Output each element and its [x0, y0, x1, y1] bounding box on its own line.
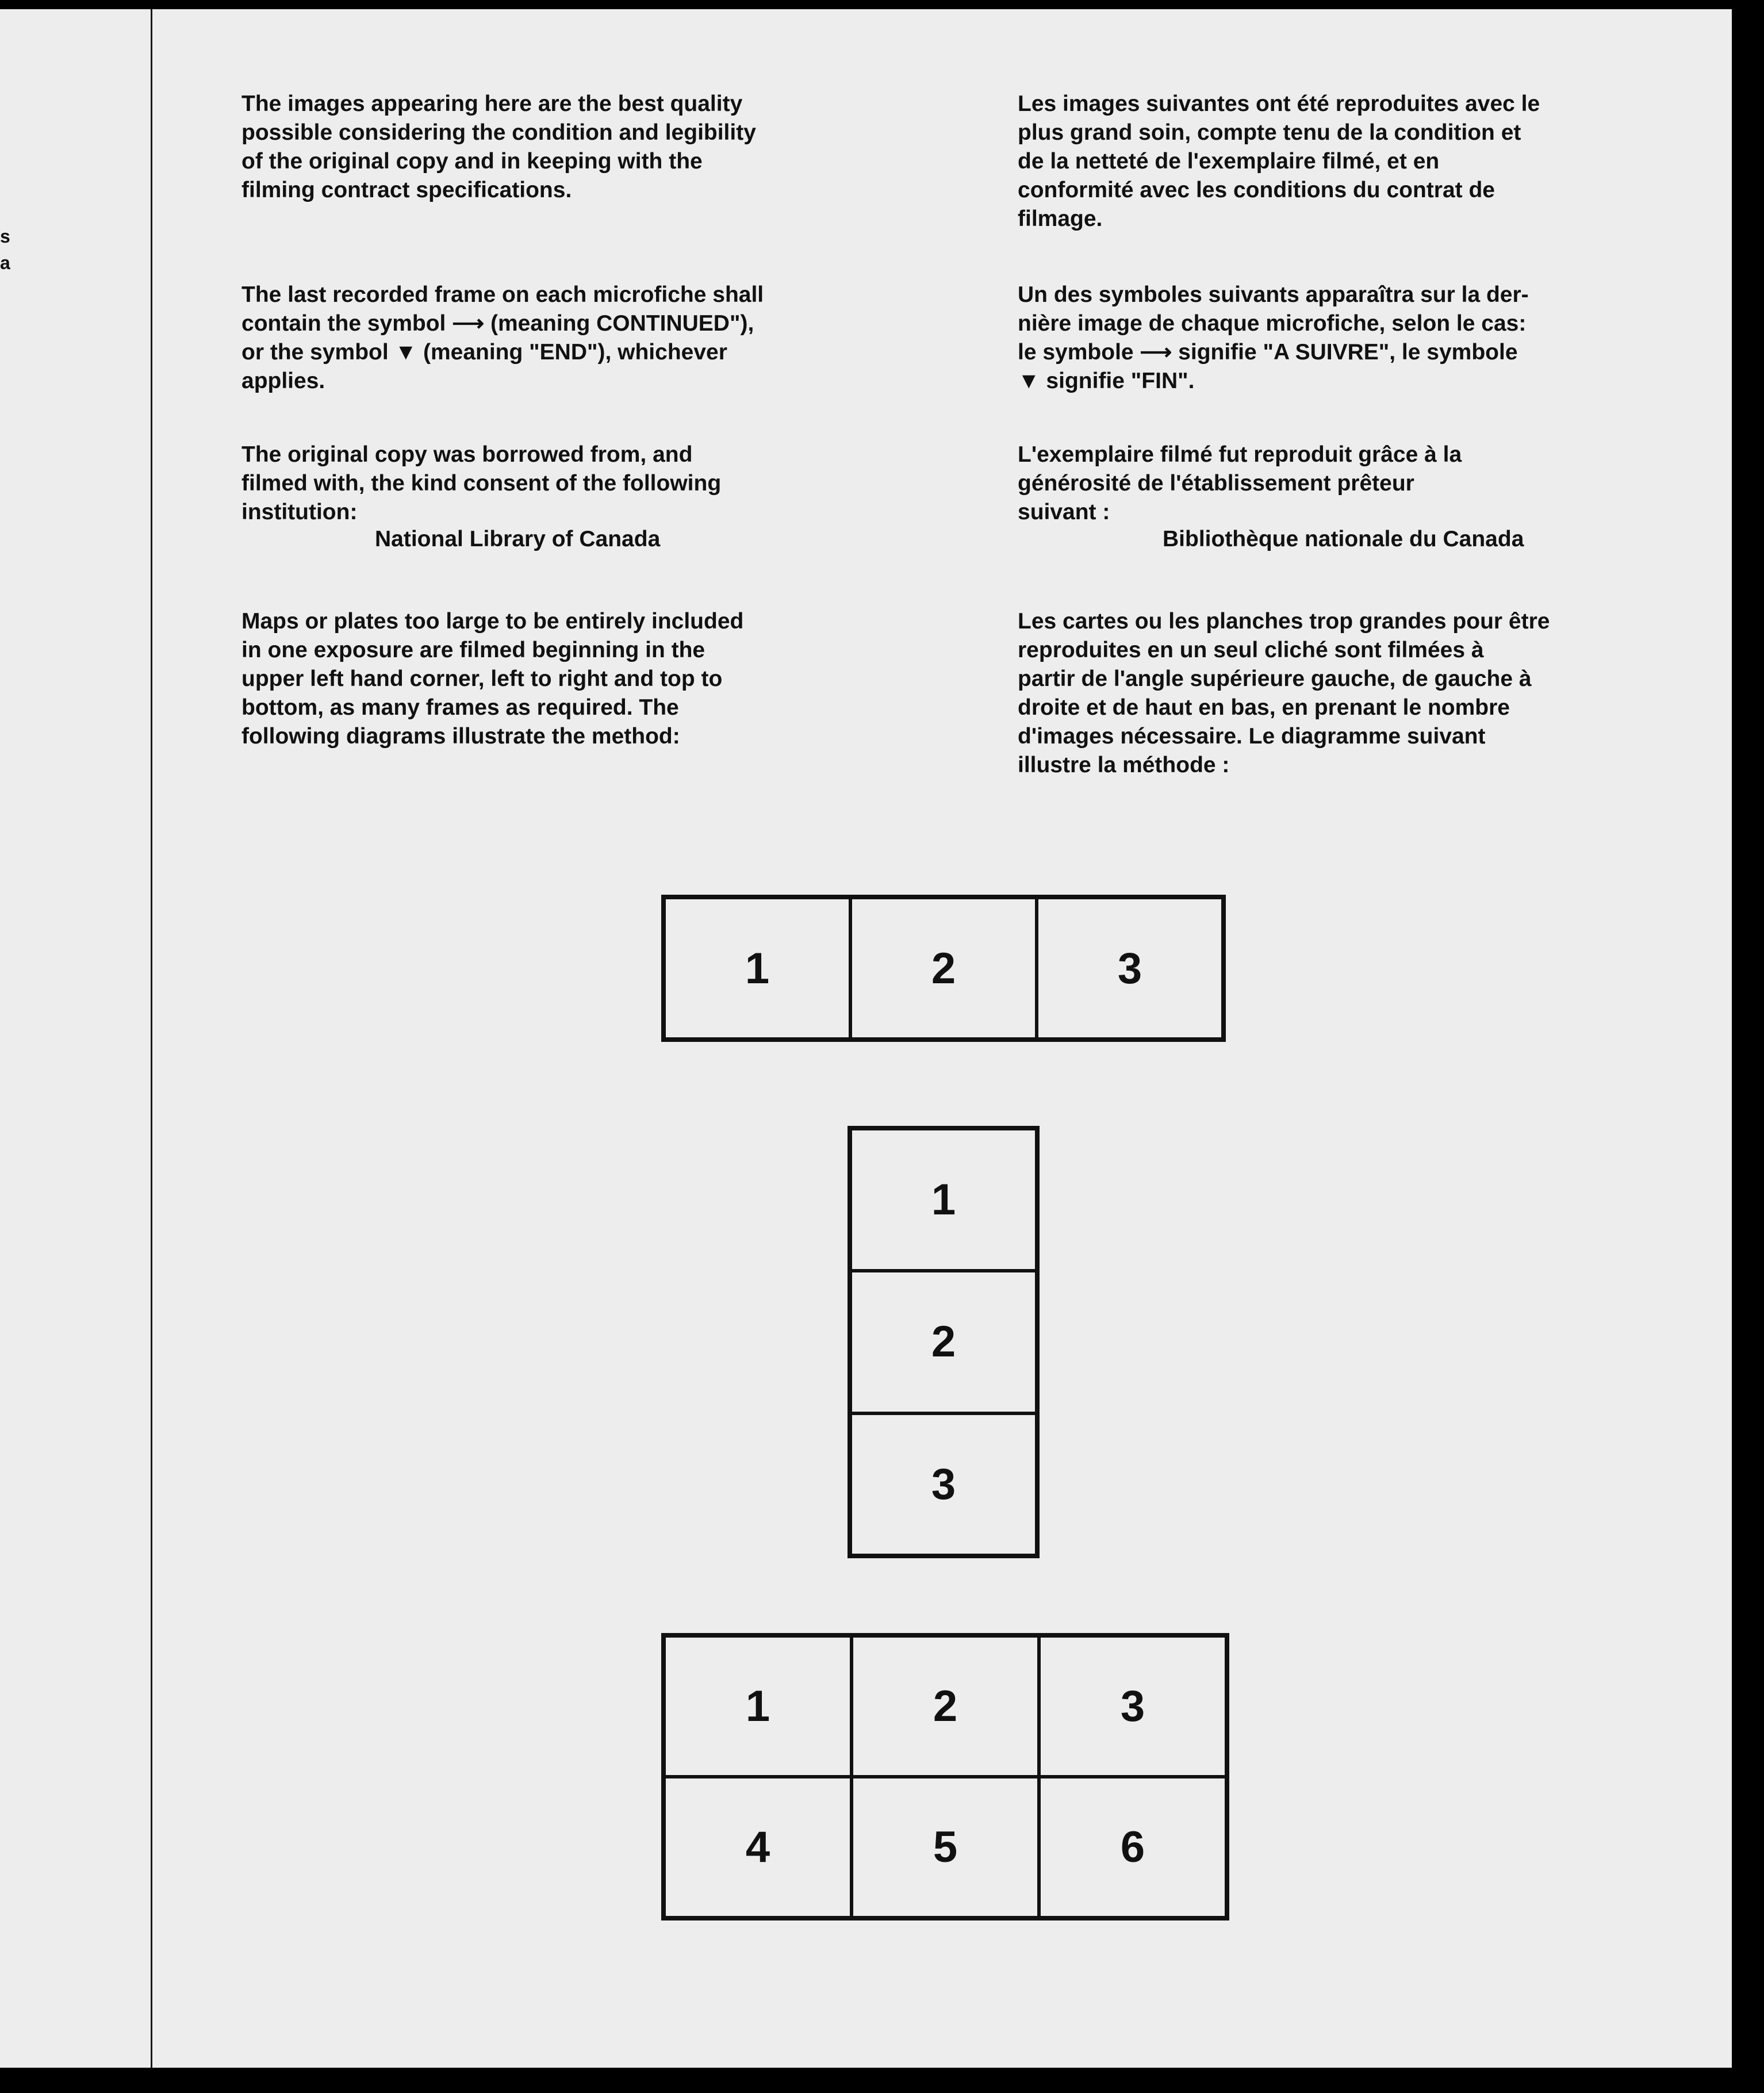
diagram-cell: 3	[850, 1413, 1037, 1555]
diagram-cell: 1	[850, 1129, 1037, 1271]
diagram-cell: 4	[664, 1777, 852, 1918]
diagram-cell: 2	[850, 898, 1037, 1039]
diagram-cell: 5	[852, 1777, 1039, 1918]
english-institution-name: National Library of Canada	[375, 527, 661, 551]
diagram-vertical-column	[848, 1126, 1040, 1558]
french-institution-name: Bibliothèque nationale du Canada	[1163, 527, 1524, 551]
diagram-horizontal-row	[661, 895, 1226, 1042]
document-page	[0, 9, 1732, 2068]
french-paragraph-institution: L'exemplaire filmé fut reproduit grâce à la générosité de l'établissement prêteur suivant :	[1018, 442, 1462, 524]
diagram-cell: 2	[852, 1636, 1039, 1777]
french-paragraph-symbols: Un des symboles suivants apparaîtra sur la der- nière image de chaque microfiche, selon le cas: le symbole ⟶ signifie "A SUIVRE", le symbole ▼ signifie "FIN".	[1018, 282, 1529, 393]
diagram-cell: 6	[1039, 1777, 1226, 1918]
diagram-cell: 3	[1039, 1636, 1226, 1777]
english-paragraph-symbols: The last recorded frame on each microfiche shall contain the symbol ⟶ (meaning CONTINUED"), or the symbol ▼ (meaning "END"), whichever applies.	[241, 282, 764, 393]
diagram-cell: 1	[664, 1636, 852, 1777]
french-paragraph-quality: Les images suivantes ont été reproduites avec le plus grand soin, compte tenu de la condition et de la netteté de l'exemplaire filmé, et en conformité avec les conditions du contrat de filmage.	[1018, 91, 1540, 231]
diagram-cell: 3	[1037, 898, 1223, 1039]
english-paragraph-maps: Maps or plates too large to be entirely included in one exposure are filmed beginning in the upper left hand corner, left to right and top to bottom, as many frames as required. The following diagrams illustrate the method:	[241, 609, 744, 749]
diagram-cell: 2	[850, 1271, 1037, 1413]
diagram-grid-two-rows	[661, 1633, 1229, 1920]
diagram-cell: 1	[664, 898, 850, 1039]
margin-text-fragment: s a	[0, 226, 10, 273]
english-paragraph-quality: The images appearing here are the best quality possible considering the condition and legibility of the original copy and in keeping with the filming contract specifications.	[241, 91, 756, 202]
page-fold-line	[151, 9, 152, 2068]
french-paragraph-maps: Les cartes ou les planches trop grandes pour être reproduites en un seul cliché sont filmées à partir de l'angle supérieure gauche, de gauche à droite et de haut en bas, en prenant le nombre d'images nécessaire. Le diagramme suivant illustre la méthode :	[1018, 609, 1550, 777]
english-paragraph-institution: The original copy was borrowed from, and filmed with, the kind consent of the following institution:	[241, 442, 722, 524]
